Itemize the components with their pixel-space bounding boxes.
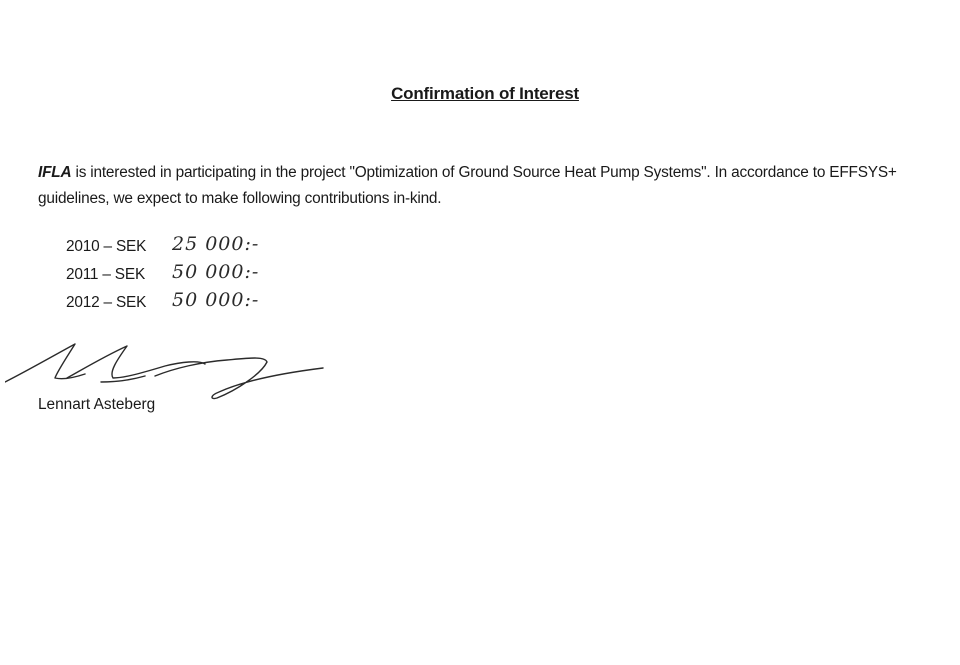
contribution-amount-2011: 50 000:- bbox=[172, 261, 260, 283]
contribution-label-2010: 2010 – SEK bbox=[66, 238, 147, 255]
contribution-amount-2012: 50 000:- bbox=[172, 289, 260, 311]
body-text: is interested in participating in the project "Optimization of Ground Source Heat Pump Systems". In accordance to EFFSYS+ guidelines, we expect to make following contributions in-kind. bbox=[38, 164, 897, 207]
signer-name: Lennart Asteberg bbox=[38, 396, 156, 413]
contribution-label-2012: 2012 – SEK bbox=[66, 294, 147, 311]
organization-name: IFLA bbox=[38, 164, 72, 181]
page-title: Confirmation of Interest bbox=[391, 84, 579, 103]
contribution-label-2011: 2011 – SEK bbox=[66, 266, 146, 283]
body-paragraph bbox=[38, 160, 938, 212]
contribution-amount-2010: 25 000:- bbox=[172, 233, 260, 255]
